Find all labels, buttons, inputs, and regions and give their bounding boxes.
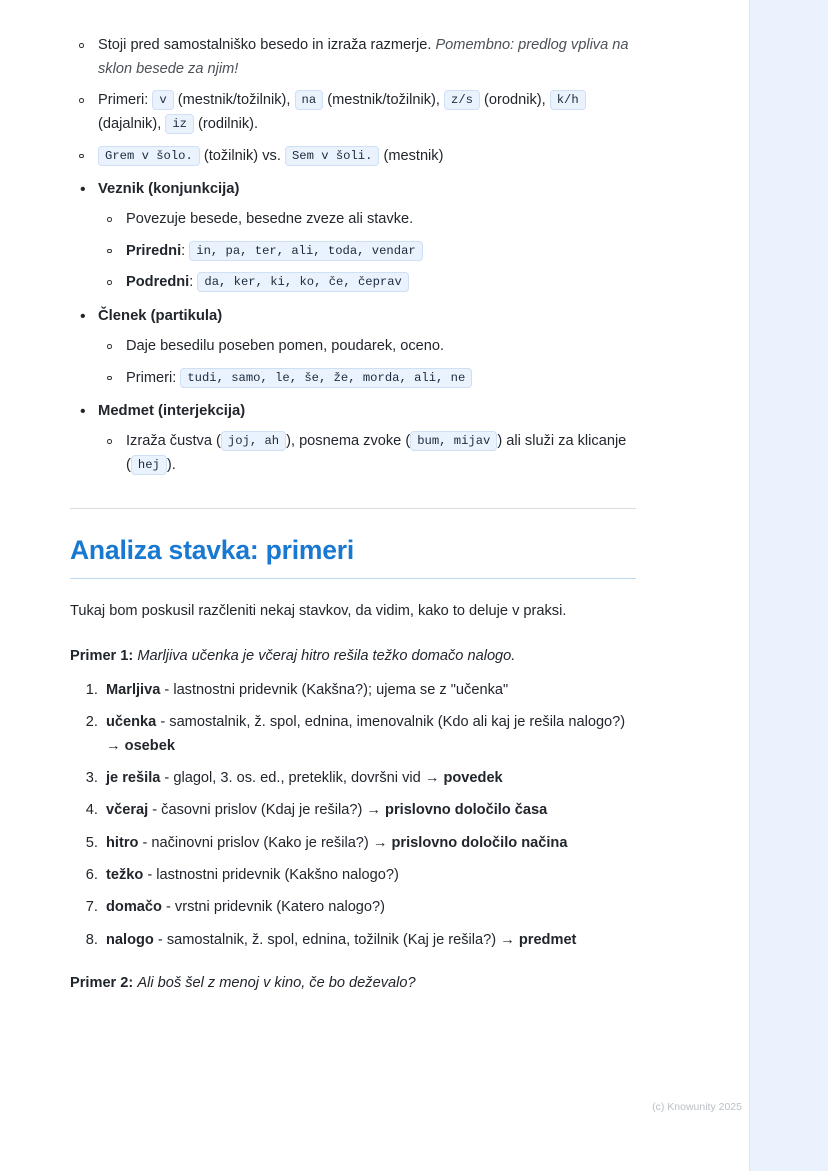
chip-interjection-call: hej <box>131 455 167 475</box>
preposition-definition-note: Pomembno: predlog vpliva na sklon besede za njim! <box>98 37 629 77</box>
chip-preposition-zs: z/s <box>444 90 480 110</box>
chip-interjection-sound: bum, mijav <box>410 431 497 451</box>
conjunction-sublist <box>98 208 636 295</box>
analysis-role: osebek <box>124 737 175 754</box>
analysis-arrow: → <box>424 770 444 787</box>
gloss-na: (mestnik/tožilnik), <box>327 92 440 109</box>
analysis-arrow: → <box>500 931 519 948</box>
list-item <box>102 896 636 919</box>
list-item <box>102 711 636 758</box>
analysis-word: včeraj <box>106 802 149 819</box>
analysis-desc: - lastnostni pridevnik (Kakšna?); ujema se z "učenka" <box>160 682 509 698</box>
heading-conjunction: Veznik (konjunkcija) <box>98 181 240 198</box>
section-intro-paragraph: Tukaj bom poskusil razčleniti nekaj stavkov, da vidim, kako to deluje v praksi. <box>70 603 567 620</box>
heading-particle: Členek (partikula) <box>98 308 223 325</box>
chip-preposition-kh: k/h <box>550 90 586 110</box>
analysis-desc: - vrstni pridevnik (Katero nalogo?) <box>161 899 386 916</box>
list-item <box>102 799 636 822</box>
analysis-desc: - načinovni prislov (Kako je rešila?) <box>138 834 373 851</box>
chip-preposition-v: v <box>152 90 173 110</box>
preposition-definition-text: Stoji pred samostalniško besedo in izraža razmerje. <box>98 37 436 53</box>
word-class-list <box>70 178 636 477</box>
list-item <box>70 89 636 136</box>
analysis-word: nalogo <box>106 931 154 948</box>
analysis-word: Marljiva <box>106 682 161 698</box>
analysis-desc: - lastnostni pridevnik (Kakšno nalogo?) <box>143 867 399 884</box>
word-class-conjunction <box>70 178 636 295</box>
list-item <box>102 929 636 952</box>
list-item <box>98 367 636 391</box>
label-subordinating: Podredni <box>126 274 190 291</box>
gloss-accusative: (tožilnik) <box>203 147 259 164</box>
analysis-word: težko <box>106 867 144 884</box>
chip-subordinating-conjunctions: da, ker, ki, ko, če, čeprav <box>197 272 408 292</box>
right-margin-panel <box>749 0 828 1171</box>
title-underline <box>70 578 636 579</box>
analysis-word: učenka <box>106 714 157 731</box>
chip-sentence-locative: Sem v šoli. <box>285 146 379 166</box>
gloss-locative: (mestnik) <box>383 147 444 164</box>
analysis-role: prislovno določilo časa <box>385 802 548 819</box>
vs-label: vs. <box>262 147 281 164</box>
list-item <box>102 679 636 702</box>
analysis-role: predmet <box>518 931 577 948</box>
document-content <box>70 34 636 996</box>
list-item <box>102 864 636 887</box>
word-class-interjection <box>70 400 636 477</box>
example-2-label <box>70 972 636 996</box>
analysis-arrow: → <box>366 802 386 819</box>
analysis-desc: - glagol, 3. os. ed., preteklik, dovršni vid <box>160 770 425 787</box>
example-1-label <box>70 645 636 669</box>
colon-2: : <box>189 274 194 291</box>
analysis-desc: - časovni prislov (Kdaj je rešila?) <box>148 802 367 819</box>
example-1-label-text: Primer 1: <box>70 648 134 665</box>
examples-label: Primeri: <box>98 92 149 109</box>
chip-preposition-na: na <box>295 90 324 110</box>
interjection-text-2: ), posnema zvoke ( <box>286 433 411 450</box>
example-1-analysis-list <box>70 679 636 952</box>
section-divider <box>70 508 636 509</box>
chip-preposition-iz: iz <box>165 114 194 134</box>
analysis-arrow: → <box>372 834 392 851</box>
chip-coordinating-conjunctions: in, pa, ter, ali, toda, vendar <box>189 241 422 261</box>
example-2-label-text: Primer 2: <box>70 975 134 992</box>
list-item <box>102 767 636 790</box>
particle-examples-label: Primeri: <box>126 369 177 386</box>
analysis-role: prislovno določilo načina <box>391 834 568 851</box>
gloss-zs: (orodnik), <box>484 92 546 109</box>
analysis-desc: - samostalnik, ž. spol, ednina, imenovalnik (Kdo ali kaj je rešila nalogo?) <box>156 714 626 731</box>
page-title: Analiza stavka: primeri <box>70 534 355 565</box>
gloss-iz: (rodilnik). <box>198 115 259 132</box>
chip-particles: tudi, samo, le, še, že, morda, ali, ne <box>180 368 472 388</box>
particle-sublist <box>98 335 636 390</box>
example-1-sentence: Marljiva učenka je včeraj hitro rešila težko domačo nalogo. <box>137 648 516 665</box>
list-item <box>98 430 636 477</box>
list-item <box>70 34 636 81</box>
list-item <box>70 145 636 169</box>
interjection-text-4: ). <box>166 456 176 473</box>
analysis-role: povedek <box>443 770 503 787</box>
list-item <box>98 271 636 295</box>
chip-sentence-accusative: Grem v šolo. <box>98 146 200 166</box>
analysis-word: hitro <box>106 834 139 851</box>
list-item <box>98 335 636 359</box>
colon-1: : <box>181 242 186 259</box>
list-item <box>102 832 636 855</box>
gloss-kh: (dajalnik), <box>98 115 162 132</box>
chip-interjection-emotion: joj, ah <box>221 431 286 451</box>
interjection-text-1: Izraža čustva ( <box>126 433 221 450</box>
particle-definition: Daje besedilu poseben pomen, poudarek, oceno. <box>126 338 445 355</box>
heading-interjection: Medmet (interjekcija) <box>98 403 246 420</box>
analysis-word: domačo <box>106 899 162 916</box>
word-class-particle <box>70 305 636 390</box>
analysis-desc: - samostalnik, ž. spol, ednina, tožilnik (Kaj je rešila?) <box>153 931 501 948</box>
interjection-sublist <box>98 430 636 477</box>
interjection-text-3: ) ali služi za klicanje ( <box>126 433 627 473</box>
gloss-v: (mestnik/tožilnik), <box>177 92 291 109</box>
list-item <box>98 208 636 232</box>
example-2-sentence: Ali boš šel z menoj v kino, če bo deževalo? <box>137 975 416 992</box>
copyright-notice: (c) Knowunity 2025 <box>652 1101 742 1113</box>
analysis-arrow: → <box>106 737 125 754</box>
preposition-sublist <box>70 34 636 168</box>
list-item <box>98 240 636 264</box>
label-coordinating: Priredni <box>126 242 182 259</box>
analysis-word: je rešila <box>106 770 161 787</box>
conjunction-definition: Povezuje besede, besedne zveze ali stavke. <box>126 211 414 228</box>
